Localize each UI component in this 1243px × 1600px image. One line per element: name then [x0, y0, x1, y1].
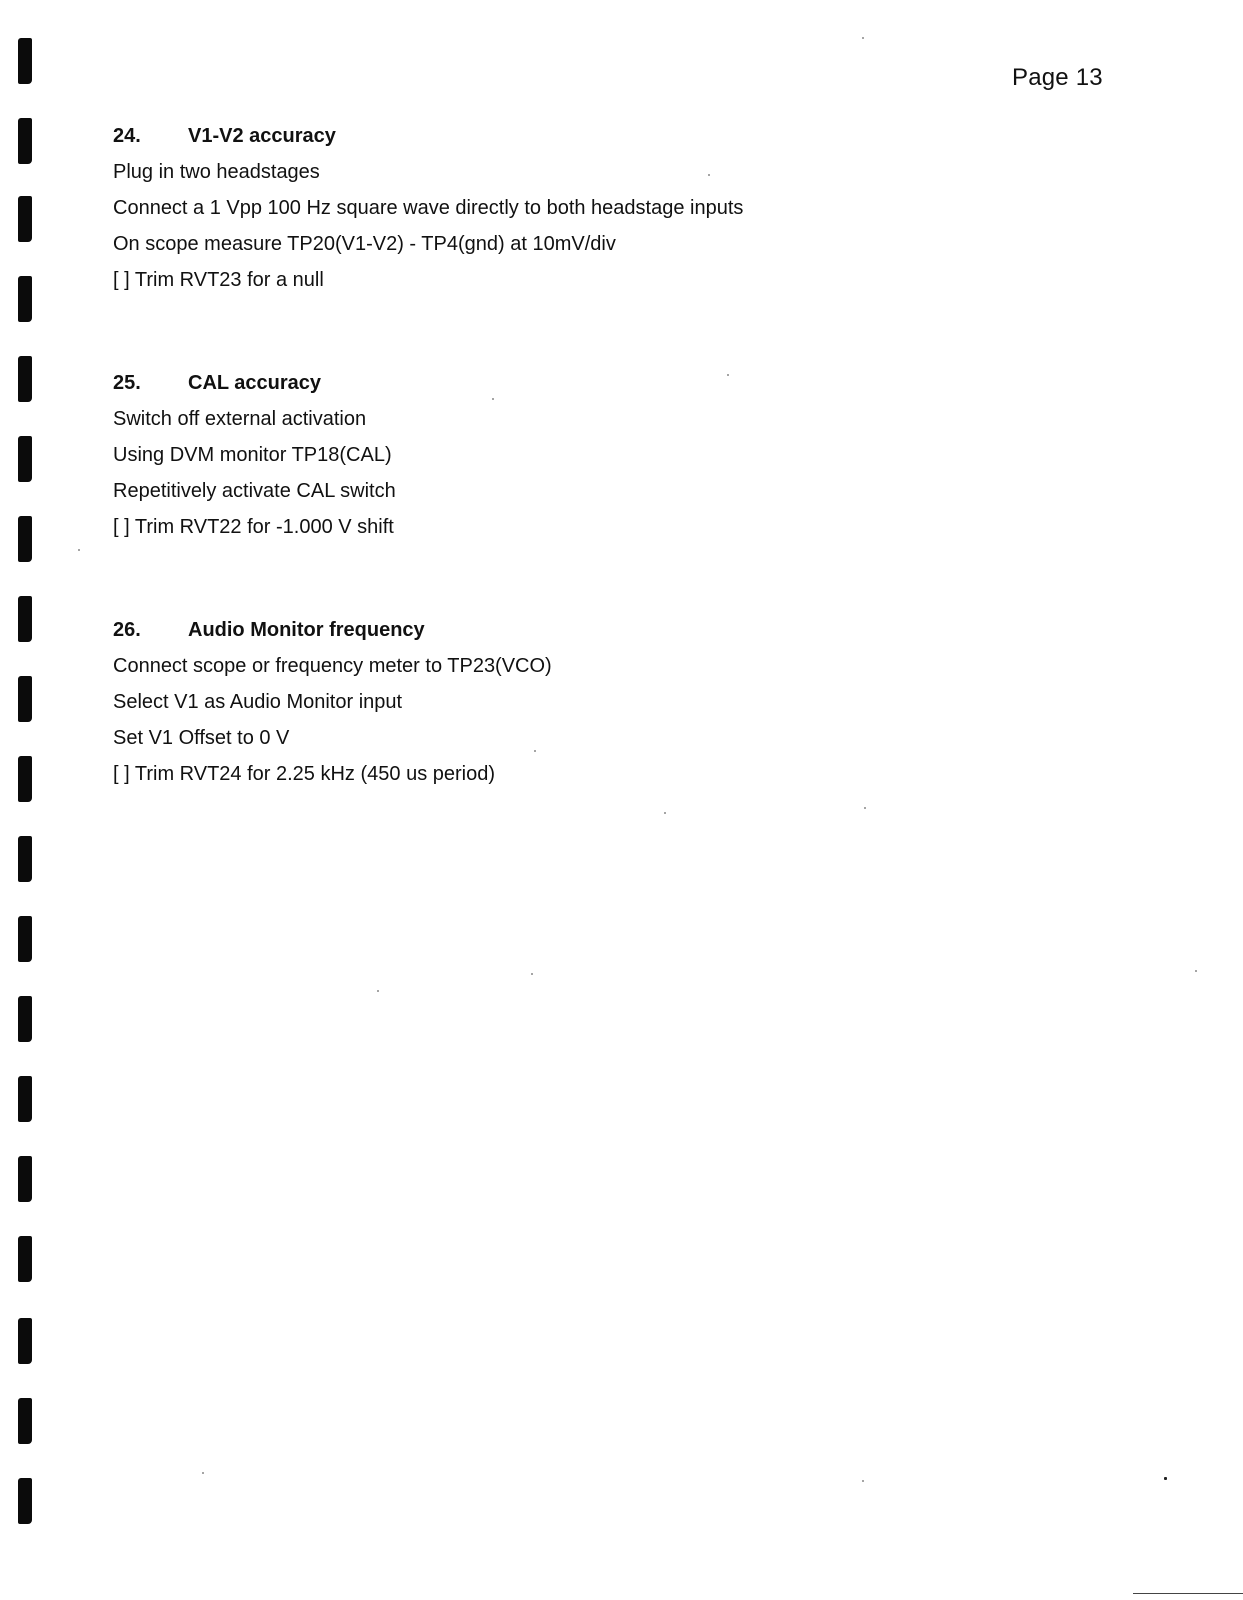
binder-hole: [18, 596, 32, 642]
step-text: Select V1 as Audio Monitor input: [113, 691, 403, 713]
scan-speck: [78, 549, 80, 551]
binder-hole: [18, 356, 32, 402]
step-text: Set V1 Offset to 0 V: [113, 727, 290, 749]
scan-speck: [664, 812, 666, 814]
binder-hole: [18, 196, 32, 242]
section-v1-v2-accuracy: [113, 124, 1013, 304]
step-text: Using DVM monitor TP18(CAL): [113, 444, 392, 466]
binder-hole: [18, 516, 32, 562]
section-title: V1-V2 accuracy: [188, 125, 336, 147]
section-number: 24.: [113, 125, 141, 147]
page-number: Page 13: [1012, 64, 1103, 91]
binder-hole: [18, 676, 32, 722]
binder-hole: [18, 756, 32, 802]
step-text: Connect scope or frequency meter to TP23(VCO): [113, 655, 552, 677]
footer-rule: [1133, 1593, 1243, 1594]
binder-hole: [18, 1236, 32, 1282]
step-text: Repetitively activate CAL switch: [113, 480, 396, 502]
binder-hole: [18, 1318, 32, 1364]
binder-hole: [18, 276, 32, 322]
scan-speck: [862, 37, 864, 39]
step-text: On scope measure TP20(V1-V2) - TP4(gnd) at 10mV/div: [113, 233, 616, 255]
step-text: Plug in two headstages: [113, 161, 320, 183]
binder-hole: [18, 1156, 32, 1202]
scan-speck: [1164, 1477, 1167, 1480]
scan-speck: [862, 1480, 864, 1482]
binder-hole: [18, 118, 32, 164]
binder-hole: [18, 836, 32, 882]
binder-hole: [18, 1478, 32, 1524]
scan-speck: [1195, 970, 1197, 972]
checkbox-step[interactable]: [ ] Trim RVT24 for 2.25 kHz (450 us period): [113, 763, 496, 785]
step-text: Switch off external activation: [113, 408, 367, 430]
step-text: Connect a 1 Vpp 100 Hz square wave directly to both headstage inputs: [113, 197, 744, 219]
checkbox-step[interactable]: [ ] Trim RVT22 for -1.000 V shift: [113, 516, 394, 538]
scan-speck: [727, 374, 729, 376]
section-number: 25.: [113, 372, 141, 394]
scan-speck: [708, 174, 710, 176]
binder-hole: [18, 1398, 32, 1444]
scan-speck: [492, 398, 494, 400]
section-audio-monitor-frequency: [113, 618, 1013, 798]
binder-hole: [18, 996, 32, 1042]
section-heading: [113, 371, 1013, 407]
binder-holes: [14, 0, 44, 1600]
checkbox-step[interactable]: [ ] Trim RVT23 for a null: [113, 269, 324, 291]
section-heading: [113, 124, 1013, 160]
binder-hole: [18, 1076, 32, 1122]
scan-speck: [534, 750, 536, 752]
scan-speck: [377, 990, 379, 992]
section-cal-accuracy: [113, 371, 1013, 551]
binder-hole: [18, 436, 32, 482]
section-title: CAL accuracy: [188, 372, 322, 394]
section-number: 26.: [113, 619, 141, 641]
scan-speck: [864, 807, 866, 809]
scan-speck: [531, 973, 533, 975]
section-heading: [113, 618, 1013, 654]
binder-hole: [18, 916, 32, 962]
scan-speck: [202, 1472, 204, 1474]
binder-hole: [18, 38, 32, 84]
section-title: Audio Monitor frequency: [188, 619, 425, 641]
